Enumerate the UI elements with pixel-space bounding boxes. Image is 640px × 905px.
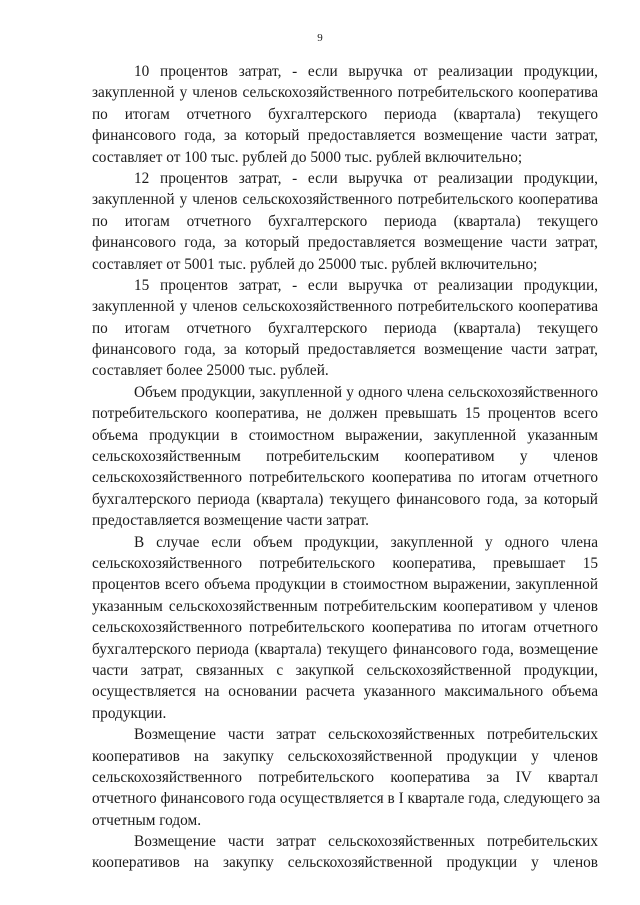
text-line: сельскохозяйственным потребительским кооперативом у членов <box>92 448 598 466</box>
text-line: по итогам отчетного бухгалтерского периода (квартала) текущего <box>92 212 598 230</box>
paragraph-q4-reimbursement <box>92 724 601 831</box>
text-line: сельскохозяйственного потребительского кооператива, превышает 15 <box>92 554 598 572</box>
text-line: кооперативов на закупку сельскохозяйственной продукции у членов <box>92 747 598 765</box>
text-line: объема продукции в стоимостном выражении, закупленной указанным <box>92 426 598 444</box>
text-line: В случае если объем продукции, закупленной у одного члена <box>134 533 598 551</box>
text-line: осуществляется на основании расчета указанного максимального объема <box>92 683 598 701</box>
paragraph-12-percent <box>92 168 598 275</box>
text-line: финансового года, за который предоставляется возмещение части затрат, <box>92 234 598 252</box>
text-line: сельскохозяйственного потребительского кооператива по итогам отчетного <box>92 619 598 637</box>
text-line: составляет более 25000 тыс. рублей. <box>92 362 329 380</box>
text-line: сельскохозяйственного потребительского кооператива за IV квартал <box>92 768 598 786</box>
text-line: продукции. <box>92 704 167 722</box>
text-line: кооперативов на закупку сельскохозяйственной продукции у членов <box>92 854 598 872</box>
text-line: предоставляется возмещение части затрат. <box>92 512 369 530</box>
page-number: 9 <box>317 32 323 44</box>
text-line: бухгалтерского периода (квартала) текущего финансового года, за который <box>92 490 598 508</box>
text-line: закупленной у членов сельскохозяйственного потребительского кооператива <box>92 84 598 102</box>
paragraph-continued <box>92 831 598 874</box>
text-line: Возмещение части затрат сельскохозяйственных потребительских <box>134 833 598 851</box>
paragraph-10-percent <box>92 61 598 168</box>
text-line: Объем продукции, закупленной у одного члена сельскохозяйственного <box>134 383 598 401</box>
paragraph-15-percent <box>92 275 598 382</box>
text-line: закупленной у членов сельскохозяйственного потребительского кооператива <box>92 298 598 316</box>
text-line: 10 процентов затрат, - если выручка от реализации продукции, <box>134 63 598 80</box>
text-line: указанным сельскохозяйственным потребительским кооперативом у членов <box>92 597 598 615</box>
text-line: составляет от 100 тыс. рублей до 5000 тыс. рублей включительно; <box>92 148 523 166</box>
text-line: финансового года, за который предоставляется возмещение части затрат, <box>92 341 598 359</box>
text-line: по итогам отчетного бухгалтерского периода (квартала) текущего <box>92 105 598 123</box>
text-line: отчетного финансового года осуществляется в I квартале года, следующего за <box>92 790 601 808</box>
text-line: составляет от 5001 тыс. рублей до 25000 тыс. рублей включительно; <box>92 255 538 273</box>
text-line: по итогам отчетного бухгалтерского периода (квартала) текущего <box>92 319 598 337</box>
text-line: процентов всего объема продукции в стоимостном выражении, закупленной <box>92 576 598 594</box>
text-line: закупленной у членов сельскохозяйственного потребительского кооператива <box>92 191 598 209</box>
text-line: потребительского кооператива, не должен превышать 15 процентов всего <box>92 405 598 423</box>
text-line: Возмещение части затрат сельскохозяйственных потребительских <box>134 726 598 744</box>
document-body <box>92 61 601 874</box>
paragraph-member-volume-limit <box>92 382 598 532</box>
text-line: 12 процентов затрат, - если выручка от реализации продукции, <box>134 169 598 187</box>
text-line: финансового года, за который предоставляется возмещение части затрат, <box>92 127 598 145</box>
text-line: бухгалтерского периода (квартала) текущего финансового года, возмещение <box>92 640 598 658</box>
paragraph-exceeding-volume <box>92 532 598 725</box>
text-line: сельскохозяйственного потребительского кооператива по итогам отчетного <box>92 469 598 487</box>
text-line: части затрат, связанных с закупкой сельскохозяйственной продукции, <box>92 661 598 679</box>
text-line: 15 процентов затрат, - если выручка от реализации продукции, <box>134 276 598 294</box>
text-line: отчетным годом. <box>92 811 202 829</box>
